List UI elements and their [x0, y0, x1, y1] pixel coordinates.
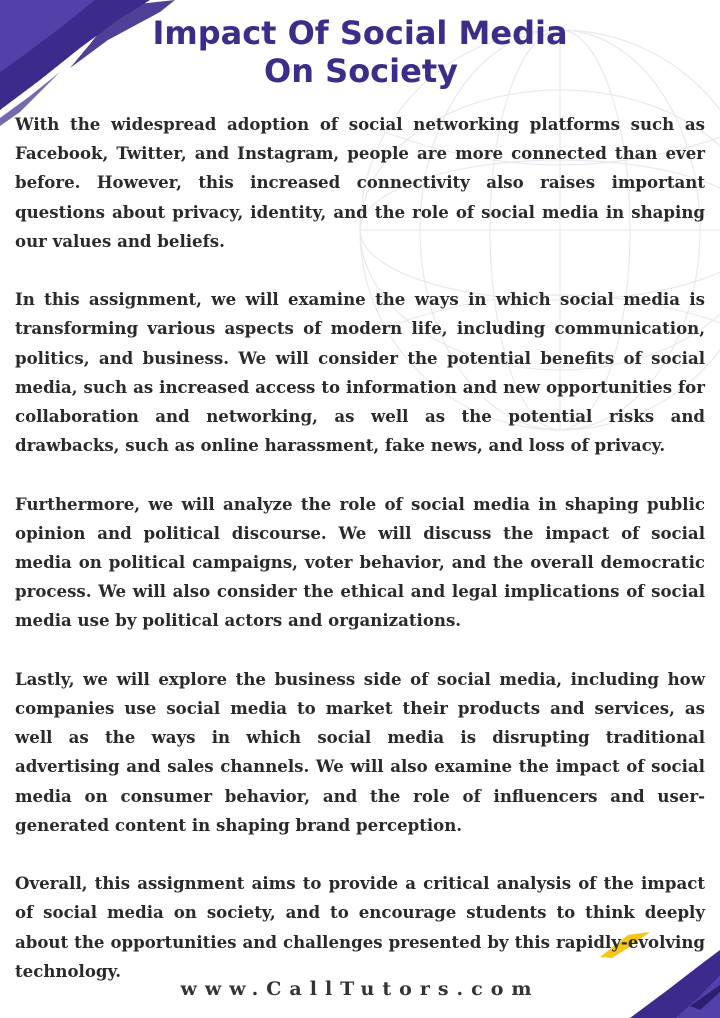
paragraph-conclusion: Overall, this assignment aims to provide a critical analysis of the impact of social media on society, and to encourage students to think deeply about the opportunities and challenges presented by this rapidly-evolving technology. — [15, 873, 705, 981]
paragraph-assignment-scope: In this assignment, we will examine the ways in which social media is transforming various aspects of modern life, including communication, politics, and business. We will consider the potential benefits of social media, such as increased access to information and new opportunities for collaboration and networking, as well as the potential risks and drawbacks, such as online harassment, fake news, and loss of privacy. — [15, 289, 705, 456]
body-text — [15, 110, 705, 986]
paragraph-political-discourse: Furthermore, we will analyze the role of social media in shaping public opinion and political discourse. We will discuss the impact of social media on political campaigns, voter behavior, and the overall democratic process. We will also consider the ethical and legal implications of social media use by political actors and organizations. — [15, 493, 705, 631]
page-title — [0, 14, 720, 90]
title-line-1: Impact Of Social Media — [152, 14, 568, 52]
footer-website: www.CallTutors.com — [180, 978, 540, 1000]
paragraph-business-side: Lastly, we will explore the business side of social media, including how companies use social media to market their products and services, as well as the ways in which social media is disrupting traditional advertising and sales channels. We will also examine the impact of social media on consumer behavior, and the role of influencers and user-generated content in shaping brand perception. — [15, 668, 705, 835]
paragraph-intro: With the widespread adoption of social networking platforms such as Facebook, Twitter, and Instagram, people are more connected than ever before. However, this increased connectivity also raises important questions about privacy, identity, and the role of social media in shaping our values and beliefs. — [15, 114, 705, 251]
title-line-2: On Society — [264, 52, 458, 90]
